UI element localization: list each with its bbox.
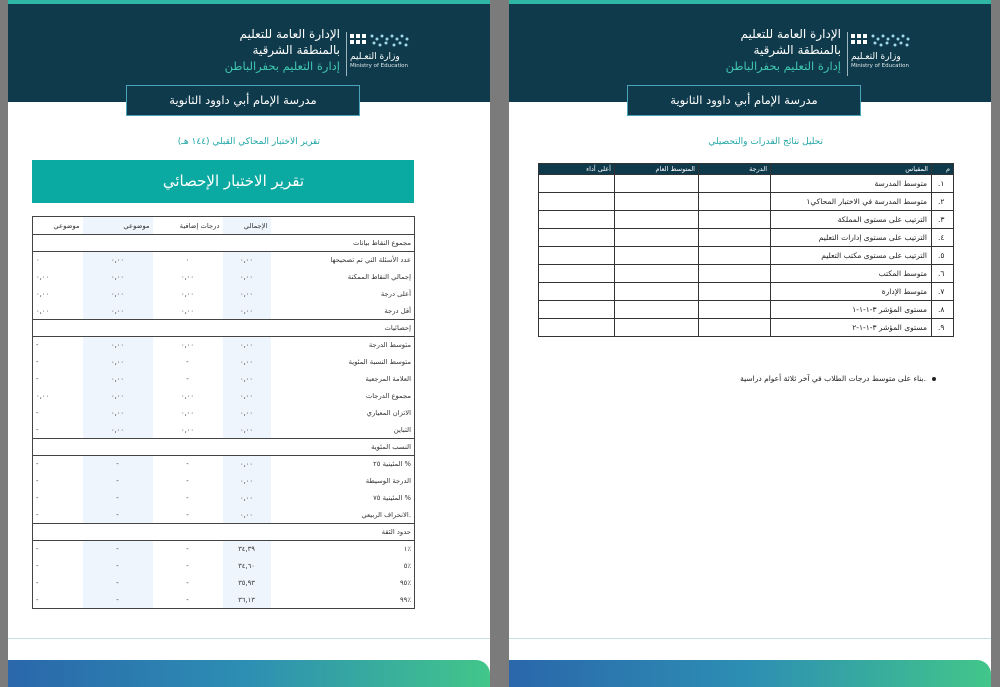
cell-general-average: [615, 211, 699, 229]
cell-objective1: -: [36, 595, 39, 604]
cell-total: ٣٦,١٣: [223, 592, 271, 609]
analysis-subtitle: تحليل نتائج القدرات والتحصيلي: [708, 137, 823, 147]
statistics-table: [32, 216, 415, 609]
cell-total: ٠,٠٠: [223, 337, 271, 354]
cell-score: [699, 211, 771, 229]
cell-objective2: -: [83, 541, 153, 558]
cell-objective2: ٠,٠٠: [83, 286, 153, 303]
cell-total: ٠,٠٠: [223, 269, 271, 286]
footer-line: [509, 638, 991, 639]
col-header-label: [271, 217, 415, 235]
ability-table-header: [539, 164, 954, 175]
cell-label: عدد الأسئلة التي تم تصحيحها: [330, 256, 411, 265]
table-row: [539, 319, 954, 337]
cell-total: ٠,٠٠: [223, 422, 271, 439]
cell-label: المئينية ٧٥ %: [373, 494, 411, 502]
cell-extra: -: [186, 358, 189, 366]
table-row: [33, 286, 415, 303]
cell-label: أعلى درجة: [380, 290, 411, 298]
cell-objective2: -: [83, 558, 153, 575]
cell-objective1: ٠,٠٠: [36, 392, 50, 400]
cell-label: الدرجة الوسيطة: [365, 477, 411, 485]
section-title: حدود الثقة: [33, 524, 415, 541]
header-line3: إدارة التعليم بحفرالباطن: [224, 59, 340, 73]
header-line2: بالمنطقة الشرقية: [252, 43, 340, 57]
cell-top-performance: [539, 283, 615, 301]
cell-top-performance: [539, 175, 615, 193]
table-row: [33, 371, 415, 388]
table-row: [33, 405, 415, 422]
cell-objective1: -: [36, 510, 39, 519]
cell-index: .٤: [932, 229, 954, 247]
col-header-objective1: موضوعي: [33, 217, 83, 235]
header-text: [726, 26, 841, 74]
table-row: [33, 592, 415, 609]
cell-top-performance: [539, 319, 615, 337]
cell-label: ٩٩٪: [400, 595, 411, 604]
section-header-row: [33, 235, 415, 252]
cell-index: .٨: [932, 301, 954, 319]
cell-measure: الترتيب على مستوى إدارات التعليم: [771, 229, 932, 247]
cell-label: متوسط الدرجة: [368, 341, 411, 350]
page-right: [509, 0, 991, 687]
cell-extra: ٠,٠٠: [180, 273, 195, 281]
cell-measure: مستوى المؤشر ٣-١-١-٢: [771, 319, 932, 337]
cell-total: ٠,٠٠: [223, 388, 271, 405]
cell-label: إجمالي النقاط الممكنة: [347, 273, 411, 281]
cell-objective2: ٠,٠٠: [83, 405, 153, 422]
cell-extra: ٠,٠٠: [180, 409, 195, 417]
cell-objective1: -: [36, 358, 39, 366]
section-title: النسب المئوية: [33, 439, 415, 456]
cell-measure: الترتيب على مستوى مكتب التعليم: [771, 247, 932, 265]
cell-extra: -: [186, 477, 189, 485]
cell-extra: ٠,٠٠: [180, 392, 195, 400]
table-row: [33, 507, 415, 524]
cell-top-performance: [539, 301, 615, 319]
cell-top-performance: [539, 247, 615, 265]
table-row: [33, 422, 415, 439]
table-row: [33, 337, 415, 354]
cell-score: [699, 247, 771, 265]
table-row: [539, 193, 954, 211]
cell-label: متوسط النسبة المئوية: [348, 358, 411, 366]
header-divider: [847, 32, 848, 76]
cell-objective2: -: [83, 456, 153, 473]
section-title: إحصائيات: [33, 320, 415, 337]
cell-label: ١٪: [403, 545, 411, 554]
logo-arabic-text: وزارة التعـليم: [851, 52, 901, 62]
cell-general-average: [615, 283, 699, 301]
ministry-logo-icon: [350, 30, 412, 50]
header-index: م: [932, 164, 954, 175]
cell-general-average: [615, 301, 699, 319]
cell-index: .٩: [932, 319, 954, 337]
cell-objective2: ٠,٠٠: [83, 371, 153, 388]
header-line3: إدارة التعليم بحفرالباطن: [725, 59, 841, 73]
school-name-box: مدرسة الإمام أبي داوود الثانوية: [627, 85, 861, 116]
cell-label: العلامة المرجعية: [365, 375, 411, 383]
bullet-icon: [932, 377, 936, 381]
cell-extra: -: [186, 510, 189, 519]
cell-objective1: -: [36, 545, 39, 554]
table-row: [33, 388, 415, 405]
ministry-logo: [350, 30, 430, 78]
cell-general-average: [615, 229, 699, 247]
cell-total: ٠,٠٠: [223, 252, 271, 269]
cell-total: ٠,٠٠: [223, 473, 271, 490]
cell-score: [699, 283, 771, 301]
cell-extra: -: [186, 579, 189, 587]
cell-objective1: -: [36, 425, 39, 434]
cell-objective2: ٠,٠٠: [83, 252, 153, 269]
report-subtitle: تقرير الاختبار المحاكي القبلي (١٤٤ هـ): [177, 137, 320, 147]
section-title: مجموع النقاط بيانات: [33, 235, 415, 252]
cell-extra: ٠,٠٠: [180, 290, 195, 298]
table-row: [33, 456, 415, 473]
report-banner-title: تقرير الاختبار الإحصائي: [32, 160, 414, 203]
cell-objective2: -: [83, 575, 153, 592]
cell-measure: متوسط المكتب: [771, 265, 932, 283]
table-row: [33, 541, 415, 558]
table-row: [539, 229, 954, 247]
cell-top-performance: [539, 211, 615, 229]
cell-label: ٩٥٪: [400, 579, 411, 587]
cell-general-average: [615, 175, 699, 193]
cell-index: .٢: [932, 193, 954, 211]
cell-label: مجموع الدرجات: [365, 392, 411, 400]
cell-objective2: ٠,٠٠: [83, 422, 153, 439]
header-text: [225, 26, 340, 74]
cell-extra: -: [186, 375, 189, 383]
cell-extra: -: [186, 545, 189, 554]
footer-band: [509, 660, 991, 687]
cell-extra: ٠,٠٠: [180, 341, 195, 350]
cell-index: .٧: [932, 283, 954, 301]
cell-objective1: -: [36, 341, 39, 350]
cell-score: [699, 301, 771, 319]
table-row: [33, 473, 415, 490]
section-header-row: [33, 524, 415, 541]
cell-total: ٣٤,٦٠: [223, 558, 271, 575]
cell-general-average: [615, 265, 699, 283]
table-row: [539, 175, 954, 193]
cell-objective2: -: [83, 592, 153, 609]
table-row: [33, 354, 415, 371]
cell-top-performance: [539, 265, 615, 283]
cell-label: الانحراف الربيعي.: [361, 510, 411, 519]
cell-total: ٣٥,٩٣: [223, 575, 271, 592]
cell-objective1: -: [36, 409, 39, 417]
table-row: [539, 211, 954, 229]
cell-score: [699, 319, 771, 337]
note-content: بناء على متوسط درجات الطلاب في آخر ثلاثة أعوام دراسية.: [740, 374, 926, 383]
header-line1: الإدارة العامة للتعليم: [239, 27, 340, 41]
section-header-row: [33, 320, 415, 337]
cell-objective1: ٠,٠٠: [36, 273, 50, 281]
logo-english-text: Ministry of Education: [350, 63, 409, 69]
cell-total: ٠,٠٠: [223, 490, 271, 507]
col-header-extra: درجات إضافية: [153, 217, 223, 235]
cell-index: .١: [932, 175, 954, 193]
cell-measure: مستوى المؤشر ٣-١-١-١: [771, 301, 932, 319]
header-score: الدرجة: [699, 164, 771, 175]
table-row: [539, 247, 954, 265]
header-top-performance: أعلى أداء: [539, 164, 615, 175]
cell-extra: ٠,٠٠: [180, 306, 195, 315]
footer-band: [8, 660, 490, 687]
cell-measure: متوسط المدرسة في الاختبار المحاكي١: [771, 193, 932, 211]
cell-objective1: -: [36, 494, 39, 502]
cell-objective1: ٠,٠٠: [36, 290, 50, 298]
cell-total: ٠,٠٠: [223, 456, 271, 473]
cell-objective1: ٠,٠٠: [36, 306, 50, 315]
cell-objective2: ٠,٠٠: [83, 337, 153, 354]
footer-line: [8, 638, 490, 639]
table-row: [33, 575, 415, 592]
cell-objective1: -: [36, 579, 39, 587]
cell-top-performance: [539, 229, 615, 247]
cell-general-average: [615, 247, 699, 265]
cell-index: .٣: [932, 211, 954, 229]
cell-objective2: ٠,٠٠: [83, 354, 153, 371]
cell-total: ٠,٠٠: [223, 405, 271, 422]
cell-objective1: -: [36, 375, 39, 383]
statistics-body: [33, 235, 415, 609]
section-header-row: [33, 439, 415, 456]
cell-objective2: -: [83, 507, 153, 524]
cell-objective2: -: [83, 490, 153, 507]
header-line1: الإدارة العامة للتعليم: [740, 27, 841, 41]
table-row: [539, 283, 954, 301]
cell-extra: -: [186, 595, 189, 604]
cell-score: [699, 229, 771, 247]
table-row: [539, 301, 954, 319]
cell-total: ٣٤,٣٩: [223, 541, 271, 558]
table-row: [33, 490, 415, 507]
col-header-total: الإجمالي: [223, 217, 271, 235]
cell-total: ٠,٠٠: [223, 354, 271, 371]
table-row: [33, 558, 415, 575]
cell-top-performance: [539, 193, 615, 211]
cell-extra: ٠: [185, 256, 190, 265]
cell-extra: -: [186, 460, 189, 469]
table-header-row: [33, 217, 415, 235]
note-text: [740, 374, 936, 383]
cell-general-average: [615, 193, 699, 211]
table-row: [33, 252, 415, 269]
header-measure: المقياس: [771, 164, 932, 175]
cell-total: ٠,٠٠: [223, 371, 271, 388]
cell-score: [699, 175, 771, 193]
ministry-logo: [851, 30, 931, 78]
ability-results-table: [538, 163, 954, 337]
header-divider: [346, 32, 347, 76]
cell-measure: متوسط المدرسة: [771, 175, 932, 193]
header-general-average: المتوسط العام: [615, 164, 699, 175]
cell-label: المئينية ٢٥ %: [373, 460, 411, 469]
cell-objective2: -: [83, 473, 153, 490]
school-name-box: مدرسة الإمام أبي داوود الثانوية: [126, 85, 360, 116]
col-header-objective2: موضوعي: [83, 217, 153, 235]
cell-index: .٥: [932, 247, 954, 265]
cell-objective2: ٠,٠٠: [83, 269, 153, 286]
cell-objective1: ٠: [36, 256, 40, 265]
ministry-logo-icon: [851, 30, 913, 50]
cell-score: [699, 193, 771, 211]
cell-measure: متوسط الإدارة: [771, 283, 932, 301]
cell-index: .٦: [932, 265, 954, 283]
cell-measure: الترتيب على مستوى المملكة: [771, 211, 932, 229]
cell-label: الاتزان المعياري: [366, 409, 411, 417]
table-row: [539, 265, 954, 283]
table-row: [33, 303, 415, 320]
cell-total: ٠,٠٠: [223, 507, 271, 524]
table-row: [33, 269, 415, 286]
cell-extra: -: [186, 562, 189, 570]
cell-extra: -: [186, 494, 189, 502]
cell-objective2: ٠,٠٠: [83, 303, 153, 320]
ability-table-body: [539, 175, 954, 337]
cell-label: التباين: [393, 425, 411, 434]
logo-english-text: Ministry of Education: [851, 63, 910, 69]
cell-objective1: -: [36, 460, 39, 469]
cell-objective2: ٠,٠٠: [83, 388, 153, 405]
cell-label: أقل درجة: [384, 306, 411, 315]
cell-score: [699, 265, 771, 283]
cell-total: ٠,٠٠: [223, 286, 271, 303]
page-left: [8, 0, 490, 687]
cell-objective1: -: [36, 477, 39, 485]
logo-arabic-text: وزارة التعـليم: [350, 52, 400, 62]
cell-extra: ٠,٠٠: [180, 425, 195, 434]
cell-label: ٥٪: [403, 562, 411, 570]
header-line2: بالمنطقة الشرقية: [753, 43, 841, 57]
cell-objective1: -: [36, 562, 39, 570]
cell-general-average: [615, 319, 699, 337]
cell-total: ٠,٠٠: [223, 303, 271, 320]
